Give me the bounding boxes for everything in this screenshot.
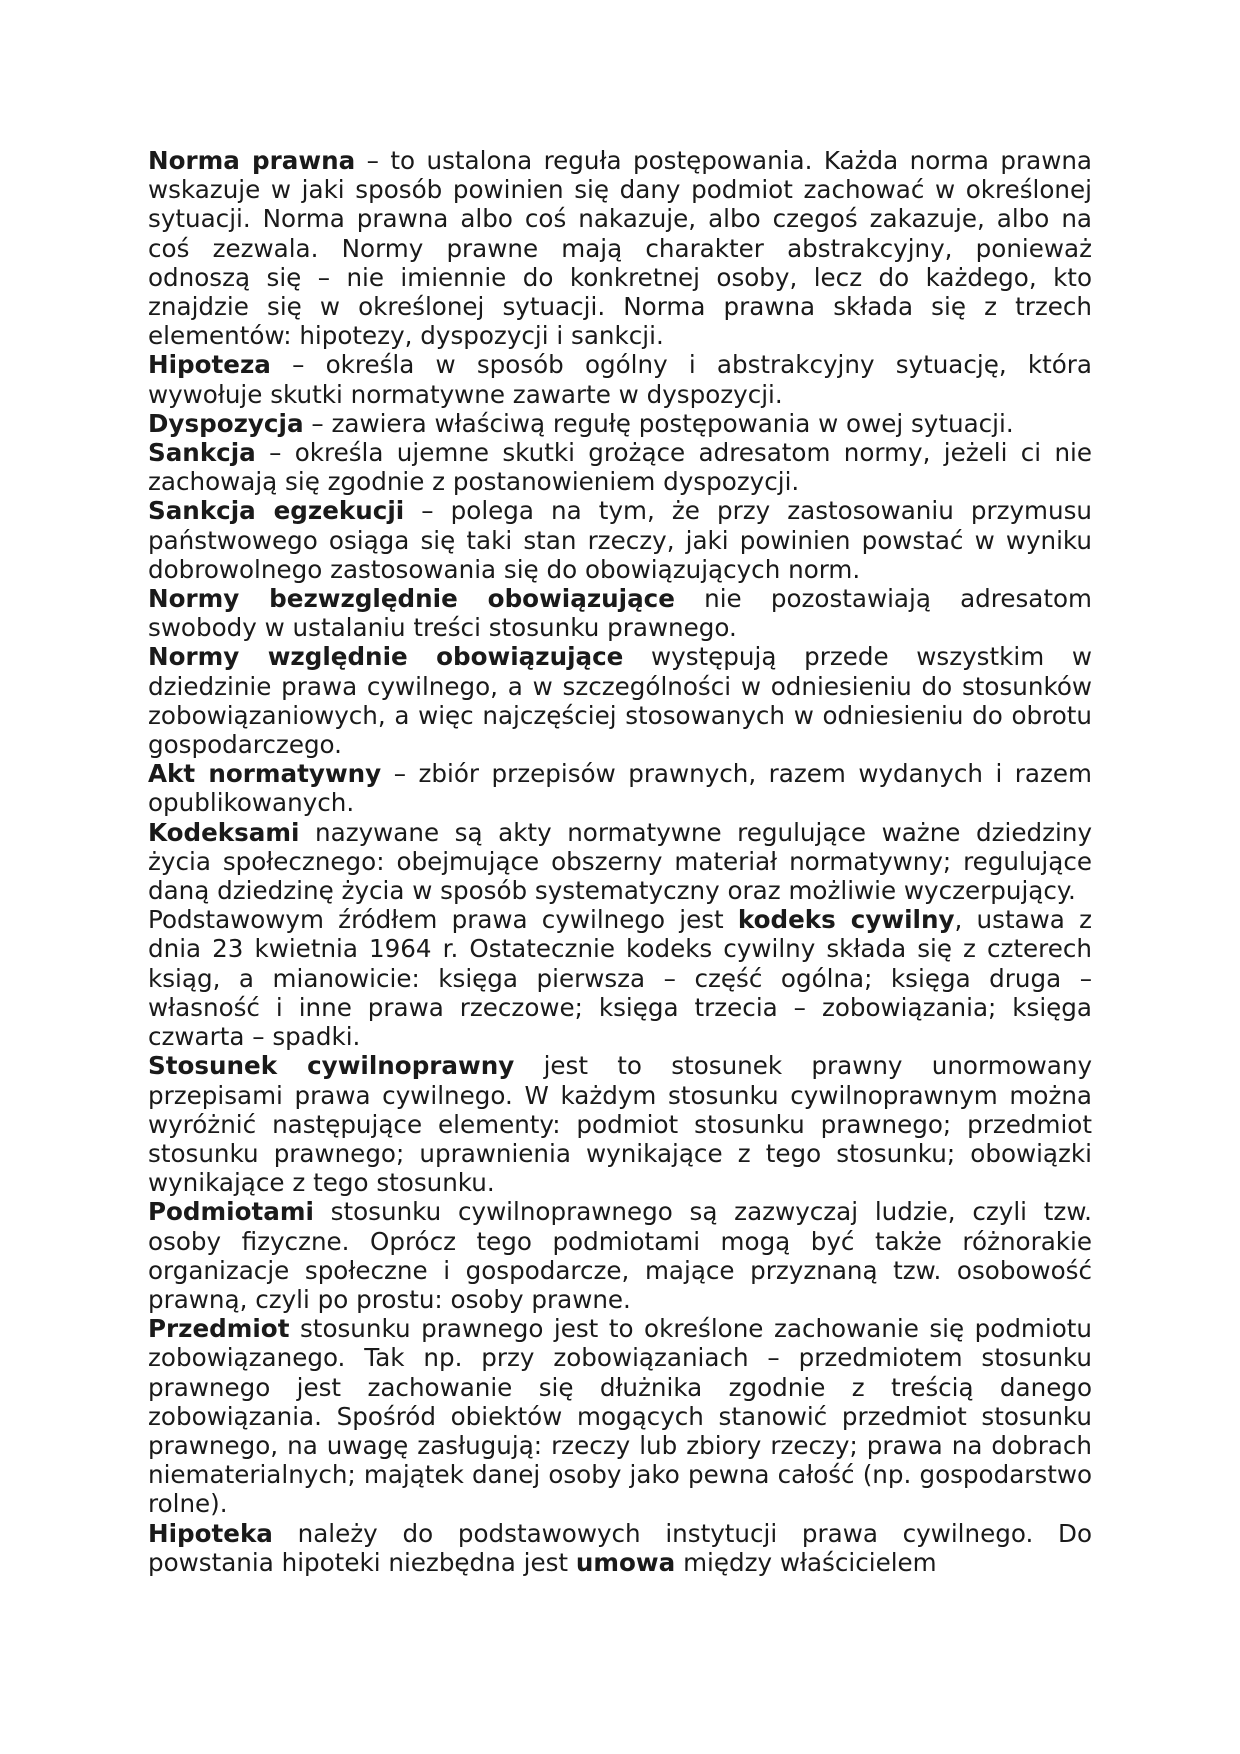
paragraph-text: Podstawowym źródłem prawa cywilnego jest xyxy=(148,905,738,935)
term-hipoteka: Hipoteka xyxy=(148,1518,273,1548)
paragraph-text: stosunku prawnego jest to określone zachowanie się podmiotu zobowiązanego. Tak np. przy zobowiązaniach – przedmiotem stosunku prawnego jest zachowanie się dłużnika zgodnie z treścią danego zobowiązania. Spośród obiektów mogących stanowić przedmiot stosunku prawnego, na uwagę zasługują: rzeczy lub zbiory rzeczy; prawa na dobrach niematerialnych; majątek danej osoby jako pewna całość (np. gospodarstwo rolne). xyxy=(148,1314,1092,1519)
term-dyspozycja: Dyspozycja xyxy=(148,408,304,438)
term-akt-normatywny: Akt normatywny xyxy=(148,759,382,789)
paragraph-text: jest to stosunek prawny unormowany przepisami prawa cywilnego. W każdym stosunku cywilnoprawnym można wyróżnić następujące elementy: podmiot stosunku prawnego; przedmiot stosunku prawnego; uprawnienia wynikające z tego stosunku; obowiązki wynikające z tego stosunku. xyxy=(148,1051,1092,1198)
term-podmiotami: Podmiotami xyxy=(148,1197,314,1227)
paragraph-text: nie pozostawiają adresatom swobody w ustalaniu treści stosunku prawnego. xyxy=(148,584,1092,643)
term-sankcja: Sankcja xyxy=(148,438,256,468)
paragraph-text: należy do podstawowych instytucji prawa cywilnego. Do powstania hipoteki niezbędna jest xyxy=(148,1518,1092,1577)
term-hipoteza: Hipoteza xyxy=(148,350,271,380)
term-sankcja-egzekucji: Sankcja egzekucji xyxy=(148,496,405,526)
paragraph-text: nazywane są akty normatywne regulujące ważne dziedziny życia społecznego: obejmujące obszerny materiał normatywny; regulujące daną dziedzinę życia w sposób systematyczny oraz możliwie wyczerpujący. xyxy=(148,817,1092,906)
paragraph-text: , ustawa z dnia 23 kwietnia 1964 r. Ostatecznie kodeks cywilny składa się z czterech ksiąg, a mianowicie: księga pierwsza – część ogólna; księga druga – własność i inne prawa rzeczowe; księga trzecia – zobowiązania; księga czwarta – spadki. xyxy=(148,905,1092,1052)
paragraph-text: – określa ujemne skutki grożące adresatom normy, jeżeli ci nie zachowają się zgodnie z postanowieniem dyspozycji. xyxy=(148,438,1092,497)
paragraph-kodeksami xyxy=(148,818,1092,906)
term-normy-wzglednie: Normy względnie obowiązujące xyxy=(148,642,624,672)
paragraph-text: występują przede wszystkim w dziedzinie prawa cywilnego, a w szczególności w odniesieniu do stosunków zobowiązaniowych, a więc najczęściej stosowanych w odniesieniu do obrotu gospodarczego. xyxy=(148,642,1092,760)
paragraph-norma-prawna xyxy=(148,146,1092,350)
term-kodeksami: Kodeksami xyxy=(148,817,300,847)
paragraph-text: – to ustalona reguła postępowania. Każda norma prawna wskazuje w jaki sposób powinien się dany podmiot zachować w określonej sytuacji. Norma prawna albo coś nakazuje, albo czegoś zakazuje, albo na coś zezwala. Normy prawne mają charakter abstrakcyjny, ponieważ odnoszą się – nie imiennie do konkretnej osoby, lecz do każdego, kto znajdzie się w określonej sytuacji. Norma prawna składa się z trzech elementów: hipotezy, dyspozycji i sankcji. xyxy=(148,146,1092,351)
paragraph-hipoteza xyxy=(148,350,1092,408)
paragraph-text: między właścicielem xyxy=(675,1547,937,1577)
term-kodeks-cywilny: kodeks cywilny xyxy=(737,905,955,935)
paragraph-kodeks-cywilny xyxy=(148,905,1092,1051)
paragraph-akt-normatywny xyxy=(148,759,1092,817)
term-stosunek-cywilnoprawny: Stosunek cywilnoprawny xyxy=(148,1051,515,1081)
paragraph-stosunek-cywilnoprawny xyxy=(148,1051,1092,1197)
document-page xyxy=(148,146,1092,1577)
paragraph-hipoteka xyxy=(148,1519,1092,1577)
paragraph-normy-bezwzglednie xyxy=(148,584,1092,642)
paragraph-text: – zbiór przepisów prawnych, razem wydanych i razem opublikowanych. xyxy=(148,759,1092,818)
paragraph-text: – zawiera właściwą regułę postępowania w owej sytuacji. xyxy=(303,408,1014,438)
term-normy-bezwzglednie: Normy bezwzględnie obowiązujące xyxy=(148,584,675,614)
paragraph-text: – określa w sposób ogólny i abstrakcyjny sytuację, która wywołuje skutki normatywne zawarte w dyspozycji. xyxy=(148,350,1092,409)
paragraph-text: – polega na tym, że przy zastosowaniu przymusu państwowego osiąga się taki stan rzeczy, jaki powinien powstać w wyniku dobrowolnego zastosowania się do obowiązujących norm. xyxy=(148,496,1092,584)
term-norma-prawna: Norma prawna xyxy=(148,146,356,175)
term-przedmiot: Przedmiot xyxy=(148,1314,290,1344)
paragraph-dyspozycja xyxy=(148,409,1092,438)
term-umowa: umowa xyxy=(575,1547,676,1577)
paragraph-text: stosunku cywilnoprawnego są zazwyczaj ludzie, czyli tzw. osoby fizyczne. Oprócz tego podmiotami mogą być także różnorakie organizacje społeczne i gospodarcze, mające przyznaną tzw. osobowość prawną, czyli po prostu: osoby prawne. xyxy=(148,1197,1092,1314)
paragraph-sankcja-egzekucji xyxy=(148,496,1092,584)
paragraph-sankcja xyxy=(148,438,1092,496)
paragraph-podmiotami xyxy=(148,1197,1092,1314)
paragraph-przedmiot xyxy=(148,1314,1092,1518)
paragraph-normy-wzglednie xyxy=(148,642,1092,759)
